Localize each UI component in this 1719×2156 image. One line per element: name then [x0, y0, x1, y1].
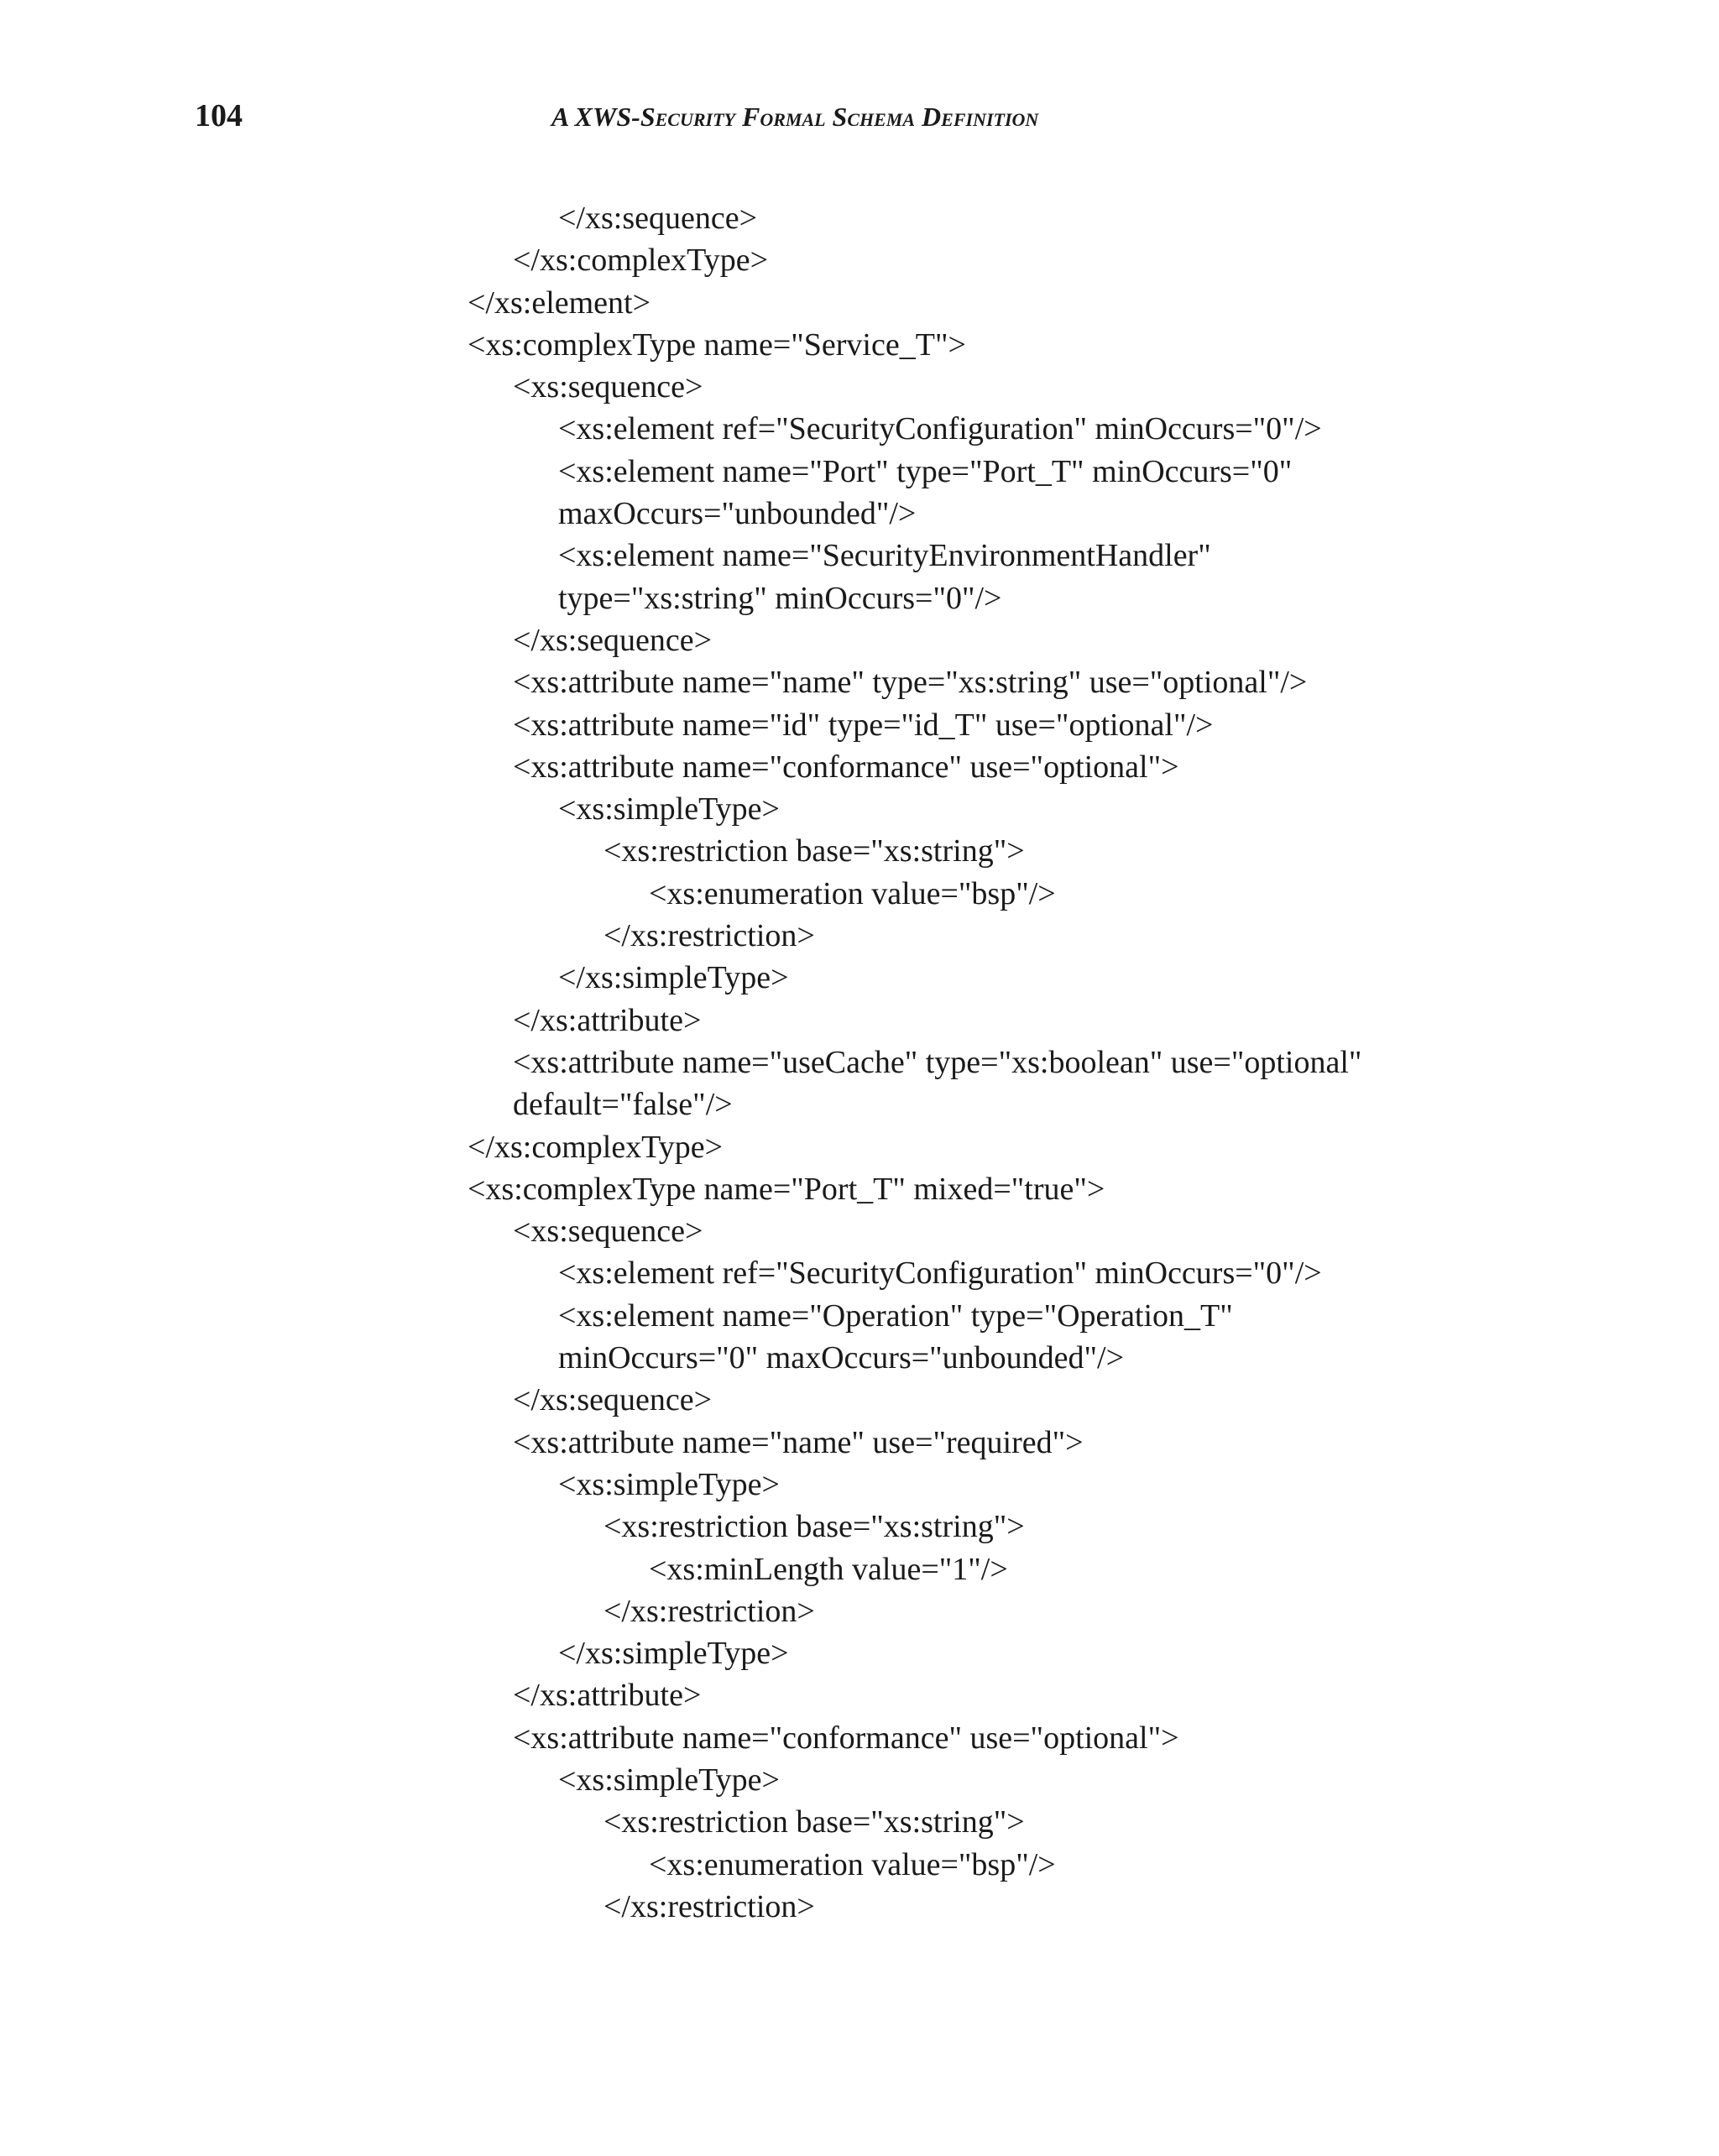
- code-line: </xs:attribute>: [513, 1002, 702, 1038]
- code-line: <xs:restriction base="xs:string">: [603, 833, 1025, 869]
- code-line: maxOccurs="unbounded"/>: [558, 496, 917, 532]
- code-line: </xs:complexType>: [468, 1129, 724, 1165]
- code-line: </xs:complexType>: [513, 243, 769, 279]
- code-line: type="xs:string" minOccurs="0"/>: [558, 580, 1002, 616]
- code-line: </xs:restriction>: [603, 1888, 815, 1924]
- code-line: </xs:element>: [468, 285, 651, 321]
- code-line: <xs:complexType name="Service_T">: [468, 326, 966, 363]
- page-number: 104: [195, 98, 243, 133]
- code-line: <xs:element ref="SecurityConfiguration" minOccurs="0"/>: [558, 411, 1322, 447]
- code-line: <xs:element name="Port" type="Port_T" minOccurs="0": [558, 453, 1293, 489]
- running-title: A XWS-Security Formal Schema Definition: [551, 102, 1039, 132]
- code-line: <xs:restriction base="xs:string">: [603, 1804, 1025, 1840]
- code-line: </xs:restriction>: [603, 918, 815, 954]
- code-line: minOccurs="0" maxOccurs="unbounded"/>: [558, 1340, 1125, 1376]
- code-line: <xs:enumeration value="bsp"/>: [649, 1846, 1056, 1882]
- code-line: <xs:attribute name="name" use="required">: [513, 1424, 1084, 1460]
- code-listing: [468, 197, 1559, 1928]
- code-line: <xs:enumeration value="bsp"/>: [649, 875, 1056, 911]
- code-line: <xs:attribute name="id" type="id_T" use="optional"/>: [513, 707, 1214, 743]
- code-line: <xs:element ref="SecurityConfiguration" minOccurs="0"/>: [558, 1255, 1322, 1292]
- code-line: </xs:attribute>: [513, 1678, 702, 1714]
- code-line: <xs:complexType name="Port_T" mixed="true">: [468, 1171, 1105, 1207]
- code-line: <xs:attribute name="name" type="xs:string" use="optional"/>: [513, 665, 1308, 701]
- code-line: </xs:sequence>: [513, 1382, 713, 1418]
- code-line: <xs:simpleType>: [558, 1466, 780, 1502]
- code-line: <xs:attribute name="conformance" use="optional">: [513, 749, 1179, 785]
- code-line: default="false"/>: [513, 1087, 733, 1123]
- code-line: <xs:element name="Operation" type="Operation_T": [558, 1297, 1233, 1334]
- code-line: <xs:attribute name="conformance" use="optional">: [513, 1720, 1179, 1756]
- code-line: <xs:attribute name="useCache" type="xs:boolean" use="optional": [513, 1044, 1362, 1080]
- code-line: <xs:restriction base="xs:string">: [603, 1509, 1025, 1545]
- code-line: <xs:sequence>: [513, 369, 703, 405]
- code-line: <xs:sequence>: [513, 1214, 703, 1250]
- code-line: <xs:element name="SecurityEnvironmentHandler": [558, 538, 1211, 574]
- code-line: <xs:simpleType>: [558, 1762, 780, 1798]
- code-line: </xs:simpleType>: [558, 960, 789, 996]
- code-line: <xs:minLength value="1"/>: [649, 1551, 1008, 1587]
- code-line: </xs:sequence>: [558, 201, 758, 236]
- code-line: </xs:simpleType>: [558, 1636, 789, 1672]
- page-header: [0, 94, 1719, 144]
- code-line: </xs:restriction>: [603, 1593, 815, 1629]
- code-line: </xs:sequence>: [513, 622, 713, 658]
- code-line: <xs:simpleType>: [558, 791, 780, 827]
